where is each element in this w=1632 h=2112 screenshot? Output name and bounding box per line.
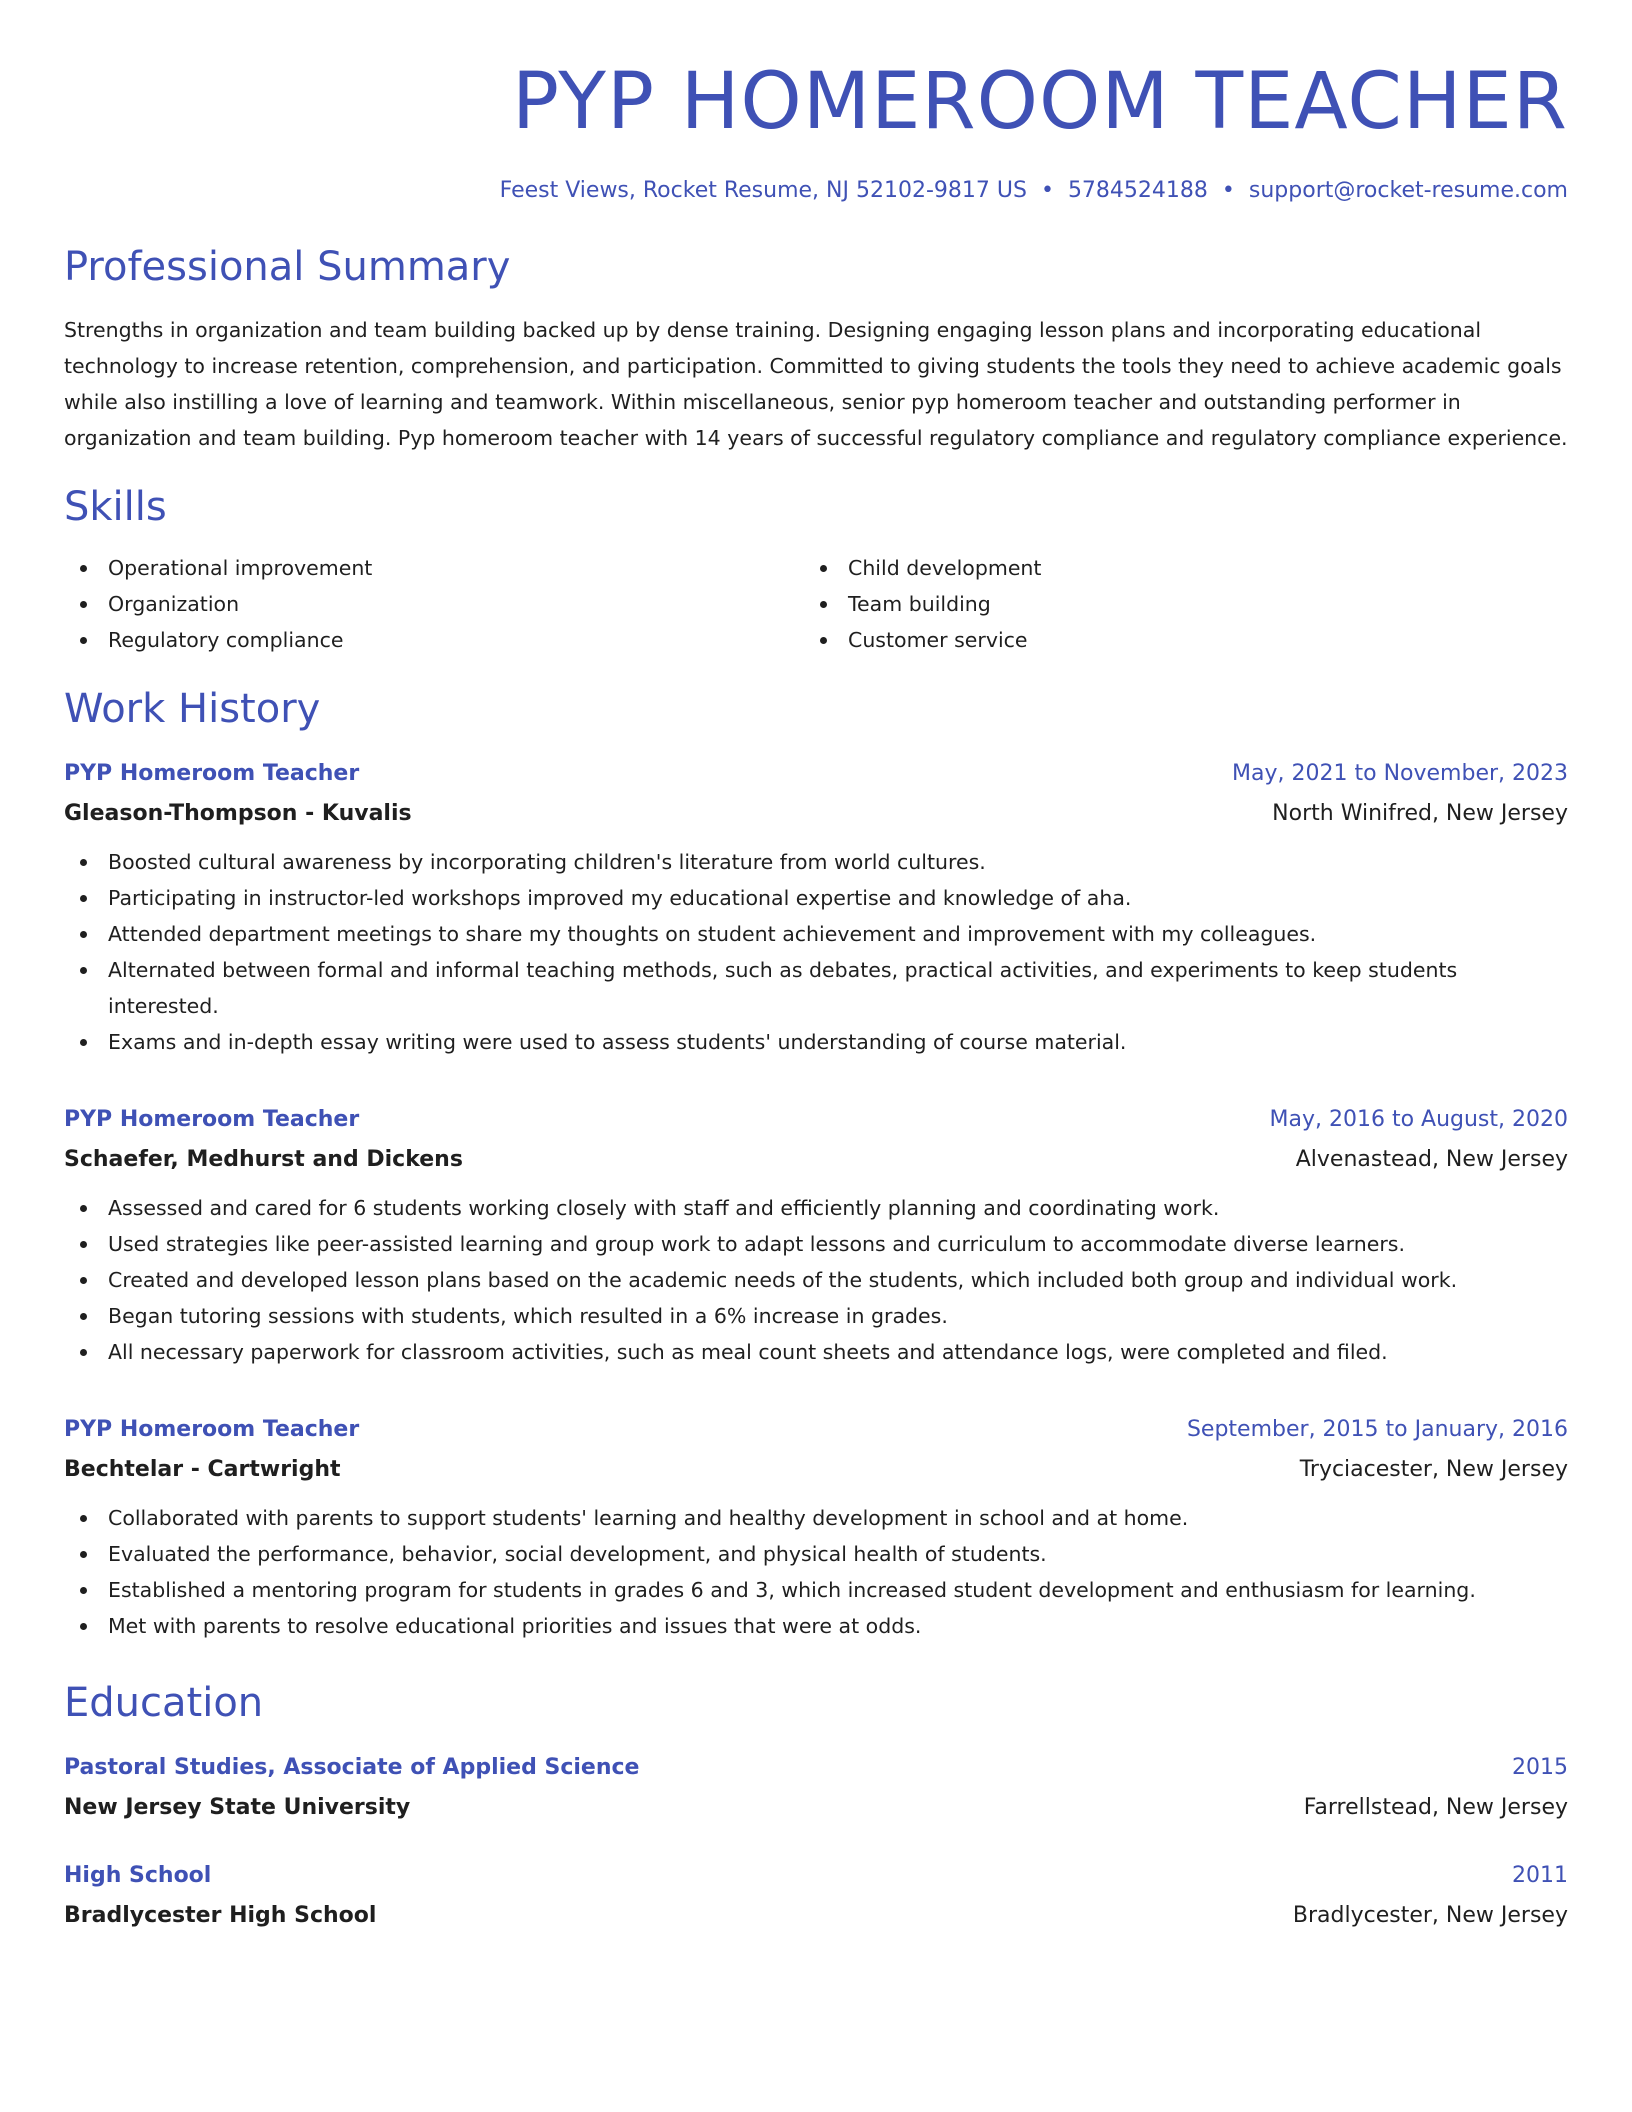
education-header-row bbox=[64, 1748, 1568, 1788]
job-location: North Winifred, New Jersey bbox=[1272, 801, 1568, 826]
work-history-section bbox=[64, 684, 1568, 1644]
skill-item: Organization bbox=[64, 586, 804, 622]
job-bullet: Created and developed lesson plans based on the academic needs of the students, which included both group and individual work. bbox=[64, 1262, 1568, 1298]
contact-separator: • bbox=[1040, 178, 1054, 203]
education-year: 2015 bbox=[1512, 1755, 1568, 1780]
job-role: PYP Homeroom Teacher bbox=[64, 1417, 360, 1442]
education-entry bbox=[64, 1856, 1568, 1936]
education-title: Education bbox=[64, 1680, 264, 1726]
job-bullet: Attended department meetings to share my thoughts on student achievement and improvement with my colleagues. bbox=[64, 916, 1568, 952]
job-bullets bbox=[64, 1190, 1568, 1370]
job-bullet: Boosted cultural awareness by incorporating children's literature from world cultures. bbox=[64, 844, 1568, 880]
job-bullet: Met with parents to resolve educational priorities and issues that were at odds. bbox=[64, 1608, 1568, 1644]
skills-list-right bbox=[804, 550, 1544, 658]
job-bullet: Used strategies like peer-assisted learning and group work to adapt lessons and curriculum to accommodate diverse learners. bbox=[64, 1226, 1568, 1262]
skills-list-left bbox=[64, 550, 804, 658]
job-company-row bbox=[64, 794, 1568, 834]
education-section bbox=[64, 1678, 1568, 1936]
job-role: PYP Homeroom Teacher bbox=[64, 1107, 360, 1132]
skill-item: Customer service bbox=[804, 622, 1544, 658]
job-company: Bechtelar - Cartwright bbox=[64, 1457, 341, 1482]
resume-name: PYP HOMEROOM TEACHER bbox=[511, 57, 1568, 147]
skills-section bbox=[64, 482, 1568, 658]
education-degree: High School bbox=[64, 1863, 212, 1888]
job-bullet: All necessary paperwork for classroom activities, such as meal count sheets and attendance logs, were completed and filed. bbox=[64, 1334, 1568, 1370]
job-company: Gleason-Thompson - Kuvalis bbox=[64, 801, 412, 826]
job-bullets bbox=[64, 844, 1568, 1060]
job-company: Schaefer, Medhurst and Dickens bbox=[64, 1147, 463, 1172]
job-dates: May, 2021 to November, 2023 bbox=[1232, 761, 1568, 786]
education-location: Farrellstead, New Jersey bbox=[1303, 1795, 1568, 1820]
job-dates: May, 2016 to August, 2020 bbox=[1269, 1107, 1568, 1132]
skill-item: Regulatory compliance bbox=[64, 622, 804, 658]
summary-title: Professional Summary bbox=[64, 244, 511, 290]
job-entry bbox=[64, 754, 1568, 1060]
skill-item: Team building bbox=[804, 586, 1544, 622]
job-bullet: Evaluated the performance, behavior, social development, and physical health of students. bbox=[64, 1536, 1568, 1572]
education-header-row bbox=[64, 1856, 1568, 1896]
job-company-row bbox=[64, 1450, 1568, 1490]
job-company-row bbox=[64, 1140, 1568, 1180]
job-header-row bbox=[64, 1410, 1568, 1450]
education-location: Bradlycester, New Jersey bbox=[1292, 1903, 1568, 1928]
contact-email: support@rocket-resume.com bbox=[1248, 178, 1568, 203]
job-bullet: Began tutoring sessions with students, which resulted in a 6% increase in grades. bbox=[64, 1298, 1568, 1334]
job-dates: September, 2015 to January, 2016 bbox=[1186, 1417, 1568, 1442]
job-entry bbox=[64, 1100, 1568, 1370]
skills-title: Skills bbox=[64, 484, 167, 530]
job-bullets bbox=[64, 1500, 1568, 1644]
education-degree: Pastoral Studies, Associate of Applied Science bbox=[64, 1755, 640, 1780]
job-role: PYP Homeroom Teacher bbox=[64, 761, 360, 786]
job-bullet: Collaborated with parents to support students' learning and healthy development in school and at home. bbox=[64, 1500, 1568, 1536]
job-location: Alvenastead, New Jersey bbox=[1295, 1147, 1568, 1172]
summary-text: Strengths in organization and team building backed up by dense training. Designing engaging lesson plans and incorporating educational technology to increase retention, comprehension, and participation. Committed to giving students the tools they need to achieve academic goals while also instilling a love of learning and teamwork. Within miscellaneous, senior pyp homeroom teacher and outstanding performer in organization and team building. Pyp homeroom teacher with 14 years of successful regulatory compliance and regulatory compliance experience. bbox=[64, 318, 1568, 450]
job-bullet: Assessed and cared for 6 students working closely with staff and efficiently planning and coordinating work. bbox=[64, 1190, 1568, 1226]
contact-separator: • bbox=[1221, 178, 1235, 203]
education-school-row bbox=[64, 1788, 1568, 1828]
job-bullet: Exams and in-depth essay writing were used to assess students' understanding of course material. bbox=[64, 1024, 1568, 1060]
summary-section bbox=[64, 242, 1568, 456]
education-school: New Jersey State University bbox=[64, 1795, 411, 1820]
resume-header bbox=[64, 54, 1568, 206]
skills-grid bbox=[64, 550, 1568, 658]
education-year: 2011 bbox=[1512, 1863, 1568, 1888]
education-school: Bradlycester High School bbox=[64, 1903, 377, 1928]
job-location: Tryciacester, New Jersey bbox=[1299, 1457, 1568, 1482]
skill-item: Operational improvement bbox=[64, 550, 804, 586]
contact-phone: 5784524188 bbox=[1067, 178, 1208, 203]
job-bullet: Established a mentoring program for students in grades 6 and 3, which increased student development and enthusiasm for learning. bbox=[64, 1572, 1568, 1608]
work-history-title: Work History bbox=[64, 686, 321, 732]
job-bullet: Participating in instructor-led workshops improved my educational expertise and knowledge of aha. bbox=[64, 880, 1568, 916]
contact-address: Feest Views, Rocket Resume, NJ 52102-9817 US bbox=[499, 178, 1027, 203]
education-entry bbox=[64, 1748, 1568, 1828]
job-entry bbox=[64, 1410, 1568, 1644]
job-header-row bbox=[64, 1100, 1568, 1140]
skill-item: Child development bbox=[804, 550, 1544, 586]
job-bullet: Alternated between formal and informal teaching methods, such as debates, practical activities, and experiments to keep students interested. bbox=[64, 952, 1568, 1024]
contact-line bbox=[64, 176, 1568, 206]
job-header-row bbox=[64, 754, 1568, 794]
education-school-row bbox=[64, 1896, 1568, 1936]
